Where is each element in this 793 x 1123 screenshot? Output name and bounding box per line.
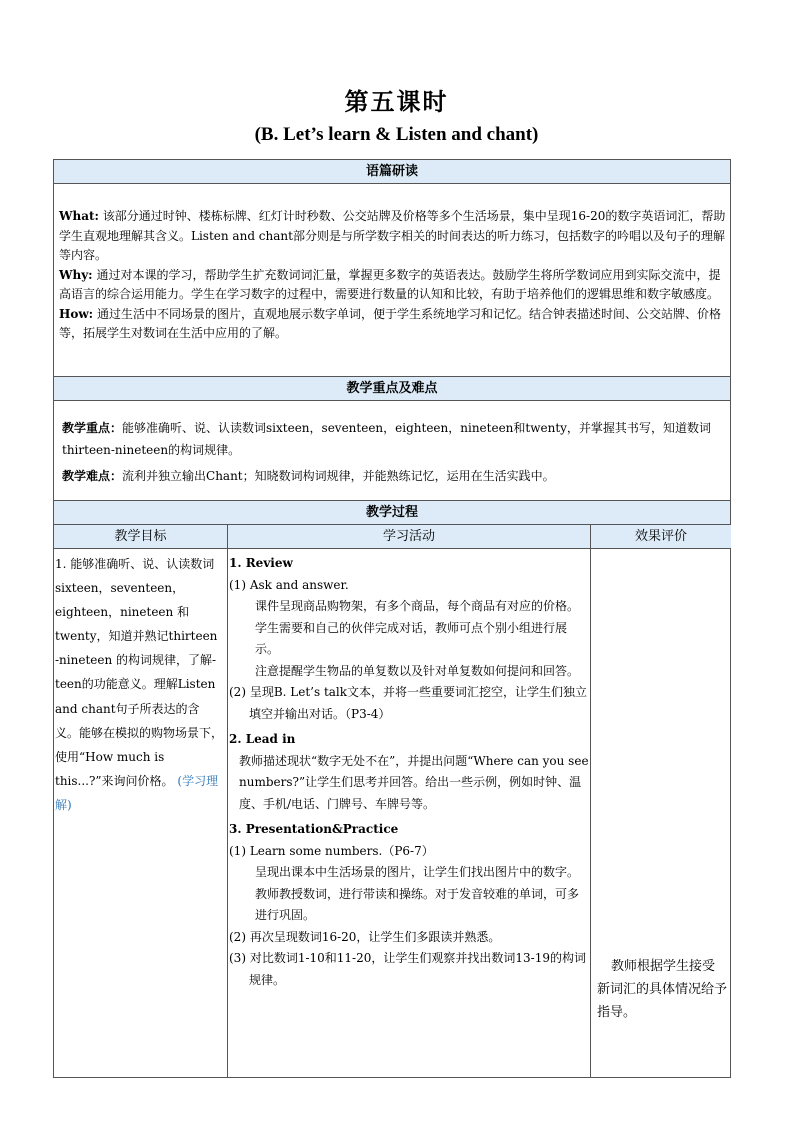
activity-line: (2) 再次呈现数词16-20，让学生们多跟读并熟悉。 xyxy=(229,929,501,944)
evaluation-cell: 教师根据学生接受新词汇的具体情况给予指导。 xyxy=(597,959,728,1020)
column-header-activity: 学习活动 xyxy=(228,525,590,548)
how-label: How: xyxy=(59,306,94,321)
activity-line: (1) Learn some numbers.（P6-7） xyxy=(229,843,434,858)
what-text: 该部分通过时钟、楼栋标牌、红灯计时秒数、公交站牌及价格等多个生活场景，集中呈现16-20的数字英语词汇，帮助学生直观地理解其含义。Listen and chant部分则是与所学数字相关的时间表达的听力练习，包括数字的吟唱以及句子的理解等内容。 xyxy=(59,209,726,262)
activity-line: 注意提醒学生物品的单复数以及针对单复数如何提问和回答。 xyxy=(255,663,580,678)
page-subtitle: (B. Let’s learn & Listen and chant) xyxy=(254,124,539,145)
what-paragraph xyxy=(59,207,727,266)
activity-line: (1) Ask and answer. xyxy=(229,577,349,592)
what-label: What: xyxy=(59,209,99,223)
teaching-goal-text: 1. 能够准确听、说、认读数词sixteen，seventeen，eighteen，nineteen 和twenty，知道并熟记thirteen -nineteen 的构词规律，了解-teen的功能意义。理解Listen and chant句子所表达的含义。能够在模拟的购物场景下，使用“How much is this...?”来询问价格。 xyxy=(55,557,224,788)
key-label: 教学重点： xyxy=(62,421,123,435)
column-divider xyxy=(590,525,591,1078)
activity-line: 课件呈现商品购物架，有多个商品，每个商品有对应的价格。学生需要和自己的伙伴完成对话，教师可点个别小组进行展示。 xyxy=(255,599,580,656)
key-text: 能够准确听、说、认读数词sixteen，seventeen，eighteen，nineteen和twenty，并掌握其书写，知道数词thirteen-nineteen的构词规律。 xyxy=(62,421,711,457)
lesson-table xyxy=(53,159,731,1078)
key-points xyxy=(62,417,722,461)
activity-line: 3. Presentation&Practice xyxy=(229,822,399,836)
difficult-label: 教学难点： xyxy=(62,469,123,483)
column-header-goal: 教学目标 xyxy=(54,525,227,548)
activity-line: 教师描述现状“数字无处不在”，并提出问题“Where can you see numbers?”让学生们思考并回答。给出一些示例，例如时钟、温度、手机/电话、门牌号、车牌号等。 xyxy=(239,753,589,811)
reading-content xyxy=(59,207,727,344)
activity-line: 呈现出课本中生活场景的图片，让学生们找出图片中的数字。教师教授数词，进行带读和操练。对于发音较难的单词，可多进行巩固。 xyxy=(255,865,580,922)
page-title: 第五课时 xyxy=(344,87,449,116)
divider xyxy=(54,548,730,549)
activity-line: 1. Review xyxy=(229,556,293,570)
column-divider xyxy=(227,525,228,1078)
difficult-points xyxy=(62,465,722,487)
activity-cell xyxy=(229,553,589,991)
section-header-process: 教学过程 xyxy=(54,501,730,525)
why-label: Why: xyxy=(59,267,93,282)
section-header-reading: 语篇研读 xyxy=(54,160,730,184)
column-header-evaluation: 效果评价 xyxy=(591,525,731,548)
section-header-focus: 教学重点及难点 xyxy=(54,377,730,401)
difficult-text: 流利并独立输出Chant；知晓数词构词规律，并能熟练记忆，运用在生活实践中。 xyxy=(122,469,555,483)
how-paragraph xyxy=(59,305,727,344)
why-paragraph xyxy=(59,266,727,305)
activity-line: 2. Lead in xyxy=(229,732,296,746)
how-text: 通过生活中不同场景的图片，直观地展示数字单词，便于学生系统地学习和记忆。结合钟表描述时间、公交站牌、价格等，拓展学生对数词在生活中应用的了解。 xyxy=(59,306,721,340)
activity-line: (3) 对比数词1-10和11-20，让学生们观察并找出数词13-19的构词规律。 xyxy=(229,951,586,987)
focus-content xyxy=(62,417,722,487)
why-text: 通过对本课的学习，帮助学生扩充数词词汇量，掌握更多数字的英语表达。鼓励学生将所学数词应用到实际交流中，提高语言的综合运用能力。学生在学习数字的过程中，需要进行数量的认知和比较，有助于培养他们的逻辑思维和数字敏感度。 xyxy=(59,267,721,301)
teaching-goal-tag: (学习理解) xyxy=(55,773,219,812)
teaching-goal-cell xyxy=(55,552,223,817)
activity-line: (2) 呈现B. Let’s talk文本，并将一些重要词汇挖空，让学生们独立填空并输出对话。（P3-4） xyxy=(229,685,588,721)
